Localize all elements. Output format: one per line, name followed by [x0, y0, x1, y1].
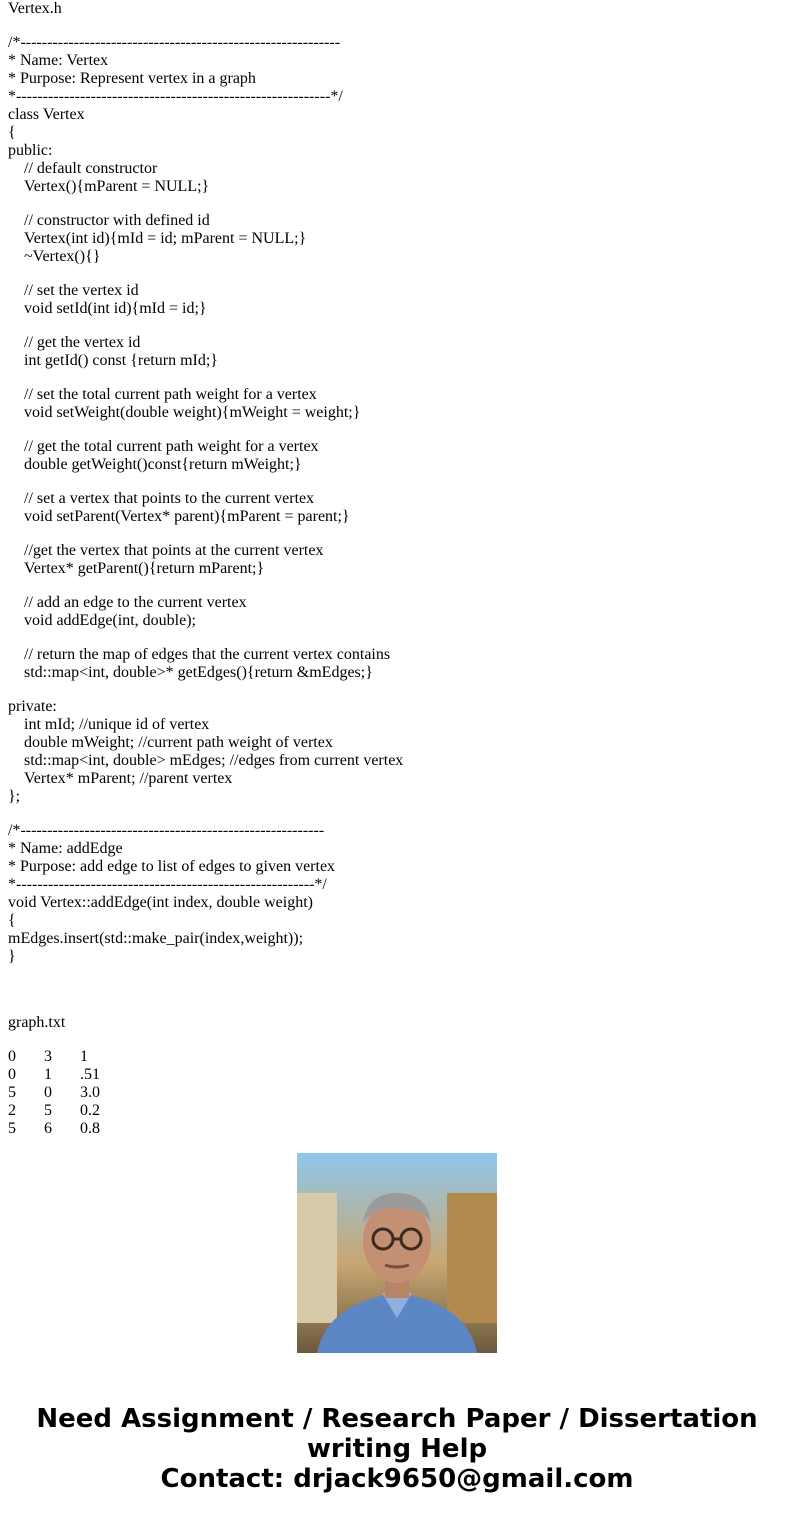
table-cell: 1: [80, 1048, 88, 1065]
table-cell: .51: [80, 1066, 100, 1083]
graph-table: [8, 1048, 788, 1138]
code-line: *-----------------------------------------------------------*/: [8, 88, 343, 105]
table-cell: 5: [8, 1120, 16, 1137]
code-line: /*------------------------------------------------------------: [8, 34, 341, 51]
code-line: void addEdge(int, double);: [24, 612, 196, 629]
code-comment: // get the total current path weight for a vertex: [24, 438, 319, 455]
code-line: public:: [8, 142, 53, 159]
code-line: Vertex* getParent(){return mParent;}: [24, 560, 265, 577]
code-comment: // add an edge to the current vertex: [24, 594, 247, 611]
code-line: * Name: addEdge: [8, 840, 123, 857]
code-line: }: [8, 948, 16, 965]
code-line: * Purpose: Represent vertex in a graph: [8, 70, 256, 87]
table-cell: 0: [8, 1066, 16, 1083]
member-declaration: std::map<int, double> mEdges; //edges from current vertex: [24, 752, 404, 769]
code-line: void setId(int id){mId = id;}: [24, 300, 207, 317]
call-to-action: [0, 1404, 794, 1494]
member-declaration: int mId; //unique id of vertex: [24, 716, 210, 733]
table-row: [8, 1120, 788, 1138]
code-comment: // get the vertex id: [24, 334, 141, 351]
code-line: ~Vertex(){}: [24, 248, 101, 265]
header-comment-and-class-start: [8, 34, 788, 160]
code-line: * Purpose: add edge to list of edges to given vertex: [8, 858, 336, 875]
code-line: void setParent(Vertex* parent){mParent = parent;}: [24, 508, 350, 525]
table-cell: 0: [44, 1084, 52, 1101]
table-cell: 5: [8, 1084, 16, 1101]
code-line: void setWeight(double weight){mWeight = weight;}: [24, 404, 361, 421]
member-declaration: double mWeight; //current path weight of vertex: [24, 734, 333, 751]
code-line: double getWeight()const{return mWeight;}: [24, 456, 302, 473]
cta-contact: Contact: drjack9650@gmail.com: [160, 1464, 634, 1494]
code-comment: // return the map of edges that the current vertex contains: [24, 646, 391, 663]
private-members: [8, 716, 788, 788]
code-line: {: [8, 912, 16, 929]
code-line: int getId() const {return mId;}: [24, 352, 218, 369]
table-cell: 0.8: [80, 1120, 100, 1137]
table-row: [8, 1048, 788, 1066]
table-cell: 0.2: [80, 1102, 100, 1119]
code-line: * Name: Vertex: [8, 52, 109, 69]
code-comment: // default constructor: [24, 160, 158, 177]
code-comment: //get the vertex that points at the current vertex: [24, 542, 324, 559]
add-edge-definition: [8, 822, 788, 966]
document-body: [8, 0, 788, 1137]
code-line: class Vertex: [8, 106, 85, 123]
code-line: Vertex(int id){mId = id; mParent = NULL;}: [24, 230, 307, 247]
file-title-vertex-h: Vertex.h: [8, 0, 62, 17]
table-cell: 1: [44, 1066, 52, 1083]
class-end: };: [8, 788, 21, 805]
code-line: std::map<int, double>* getEdges(){return &mEdges;}: [24, 664, 373, 681]
file-title-graph-txt: graph.txt: [8, 1014, 66, 1031]
cta-line-2: writing Help: [306, 1434, 488, 1464]
public-members: [8, 160, 788, 698]
table-cell: 6: [44, 1120, 52, 1137]
code-comment: // constructor with defined id: [24, 212, 210, 229]
cta-line-1: Need Assignment / Research Paper / Dissertation: [36, 1404, 758, 1434]
code-line: *--------------------------------------------------------*/: [8, 876, 327, 893]
table-cell: 3: [44, 1048, 52, 1065]
code-line: void Vertex::addEdge(int index, double weight): [8, 894, 313, 911]
person-photo-icon: [297, 1153, 497, 1353]
table-row: [8, 1102, 788, 1120]
table-cell: 3.0: [80, 1084, 100, 1101]
table-row: [8, 1066, 788, 1084]
code-comment: // set a vertex that points to the current vertex: [24, 490, 315, 507]
private-label: private:: [8, 698, 57, 715]
table-row: [8, 1084, 788, 1102]
code-comment: // set the vertex id: [24, 282, 139, 299]
author-avatar: [297, 1153, 497, 1353]
table-cell: 5: [44, 1102, 52, 1119]
code-line: /*---------------------------------------------------------: [8, 822, 325, 839]
code-line: {: [8, 124, 16, 141]
table-cell: 2: [8, 1102, 16, 1119]
table-cell: 0: [8, 1048, 16, 1065]
code-line: mEdges.insert(std::make_pair(index,weight));: [8, 930, 304, 947]
member-declaration: Vertex* mParent; //parent vertex: [24, 770, 233, 787]
code-comment: // set the total current path weight for a vertex: [24, 386, 317, 403]
code-line: Vertex(){mParent = NULL;}: [24, 178, 210, 195]
